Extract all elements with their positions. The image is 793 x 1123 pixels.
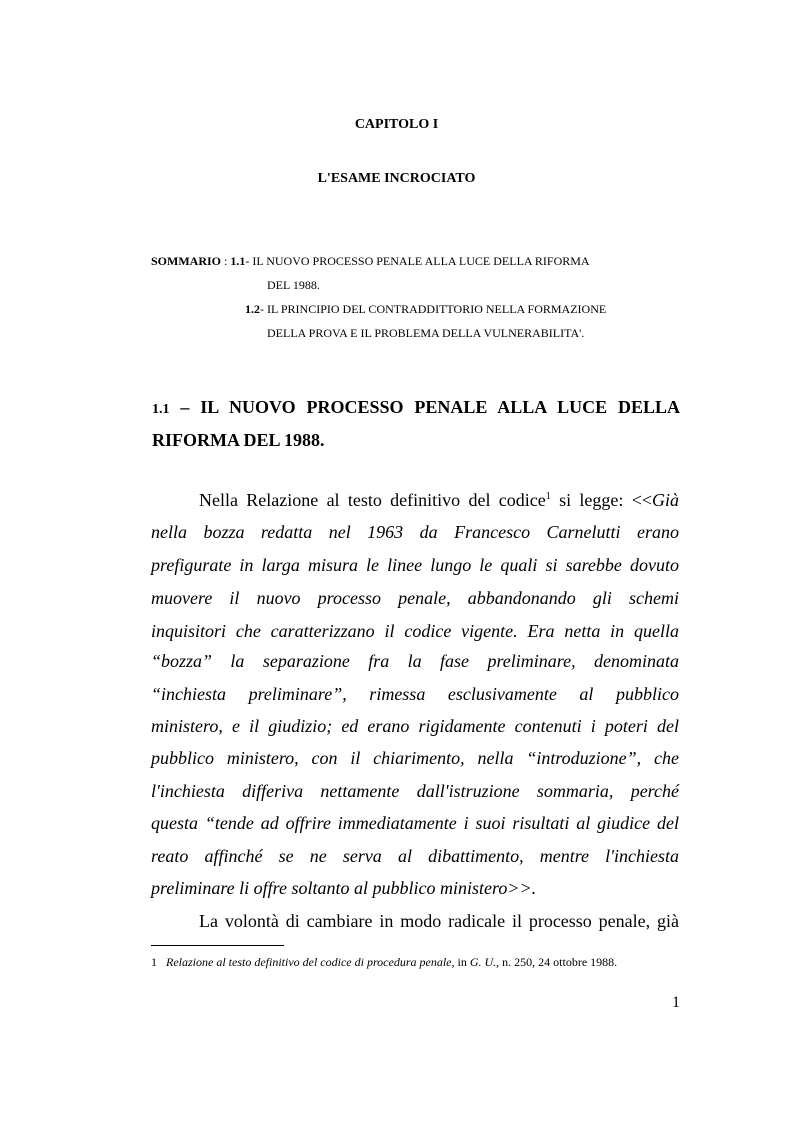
quote-line: l'inchiesta differiva nettamente dall'istruzione sommaria, perché [151,781,679,801]
section-number: 1.1 [152,402,170,417]
quote-line: inquisitori che caratterizzano il codice vigente. Era netta in quella [151,621,679,641]
section-heading-line1: – IL NUOVO PROCESSO PENALE ALLA LUCE DELLA [180,397,680,417]
summary-line-3 [245,301,606,317]
summary-item-text: - IL PRINCIPIO DEL CONTRADDITTORIO NELLA FORMAZIONE [260,302,607,316]
section-heading-line2: RIFORMA DEL 1988. [152,430,325,450]
quote-line: muovere il nuovo processo penale, abbandonando gli schemi [151,588,679,608]
chapter-label: CAPITOLO I [354,117,439,132]
summary-sep: : [221,254,231,268]
quote-line: reato affinché se ne serva al dibattimento, mentre l'inchiesta [151,846,679,866]
page-number: 1 [672,994,680,1011]
quote-line: prefigurate in larga misura le linee lungo le quali si sarebbe dovuto [151,555,679,575]
quote-line: nella bozza redatta nel 1963 da Francesco Carnelutti erano [151,522,679,542]
footnote-number: 1 [151,955,157,969]
summary-item-text: - IL NUOVO PROCESSO PENALE ALLA LUCE DELLA RIFORMA [245,254,590,268]
footnote-rule [151,945,284,946]
quote-line: questa “tende ad offrire immediatamente i suoi risultati al giudice del [151,813,679,833]
summary-item-num: 1.2 [245,302,260,316]
quote-line: “bozza” la separazione fra la fase preliminare, denominata [151,651,679,671]
summary-item-num: 1.1 [230,254,246,268]
footnote-ref: 1 [545,491,551,502]
quote-line: ministero, e il giudizio; ed erano rigidamente contenuti i poteri del [151,716,679,736]
footnote-journal: G. U. [469,955,497,969]
quote-line: pubblico ministero, con il chiarimento, nella “introduzione”, che [151,748,679,768]
footnote-title: Relazione al testo definitivo del codice di procedura penale [166,955,452,969]
footnote: 1 Relazione al testo definitivo del codice di procedura penale, in G. U., n. 250, 24 ottobre 1988. [151,955,618,969]
summary-line-2: DEL 1988. [267,278,320,292]
section-heading [152,397,680,418]
summary-line-4: DELLA PROVA E IL PROBLEMA DELLA VULNERABILITA'. [267,326,585,340]
chapter-title: L'ESAME INCROCIATO [317,171,476,186]
summary-line-1 [151,253,590,269]
quote-line: preliminare li offre soltanto al pubblico ministero>>. [151,878,537,898]
paragraph-next: La volontà di cambiare in modo radicale il processo penale, già [199,911,679,931]
quote-line: “inchiesta preliminare”, rimessa esclusivamente al pubblico [151,684,679,704]
paragraph-intro: Nella Relazione al testo definitivo del codice$^1$ si legge: <<Già [199,490,679,510]
summary-label: SOMMARIO [151,254,221,268]
